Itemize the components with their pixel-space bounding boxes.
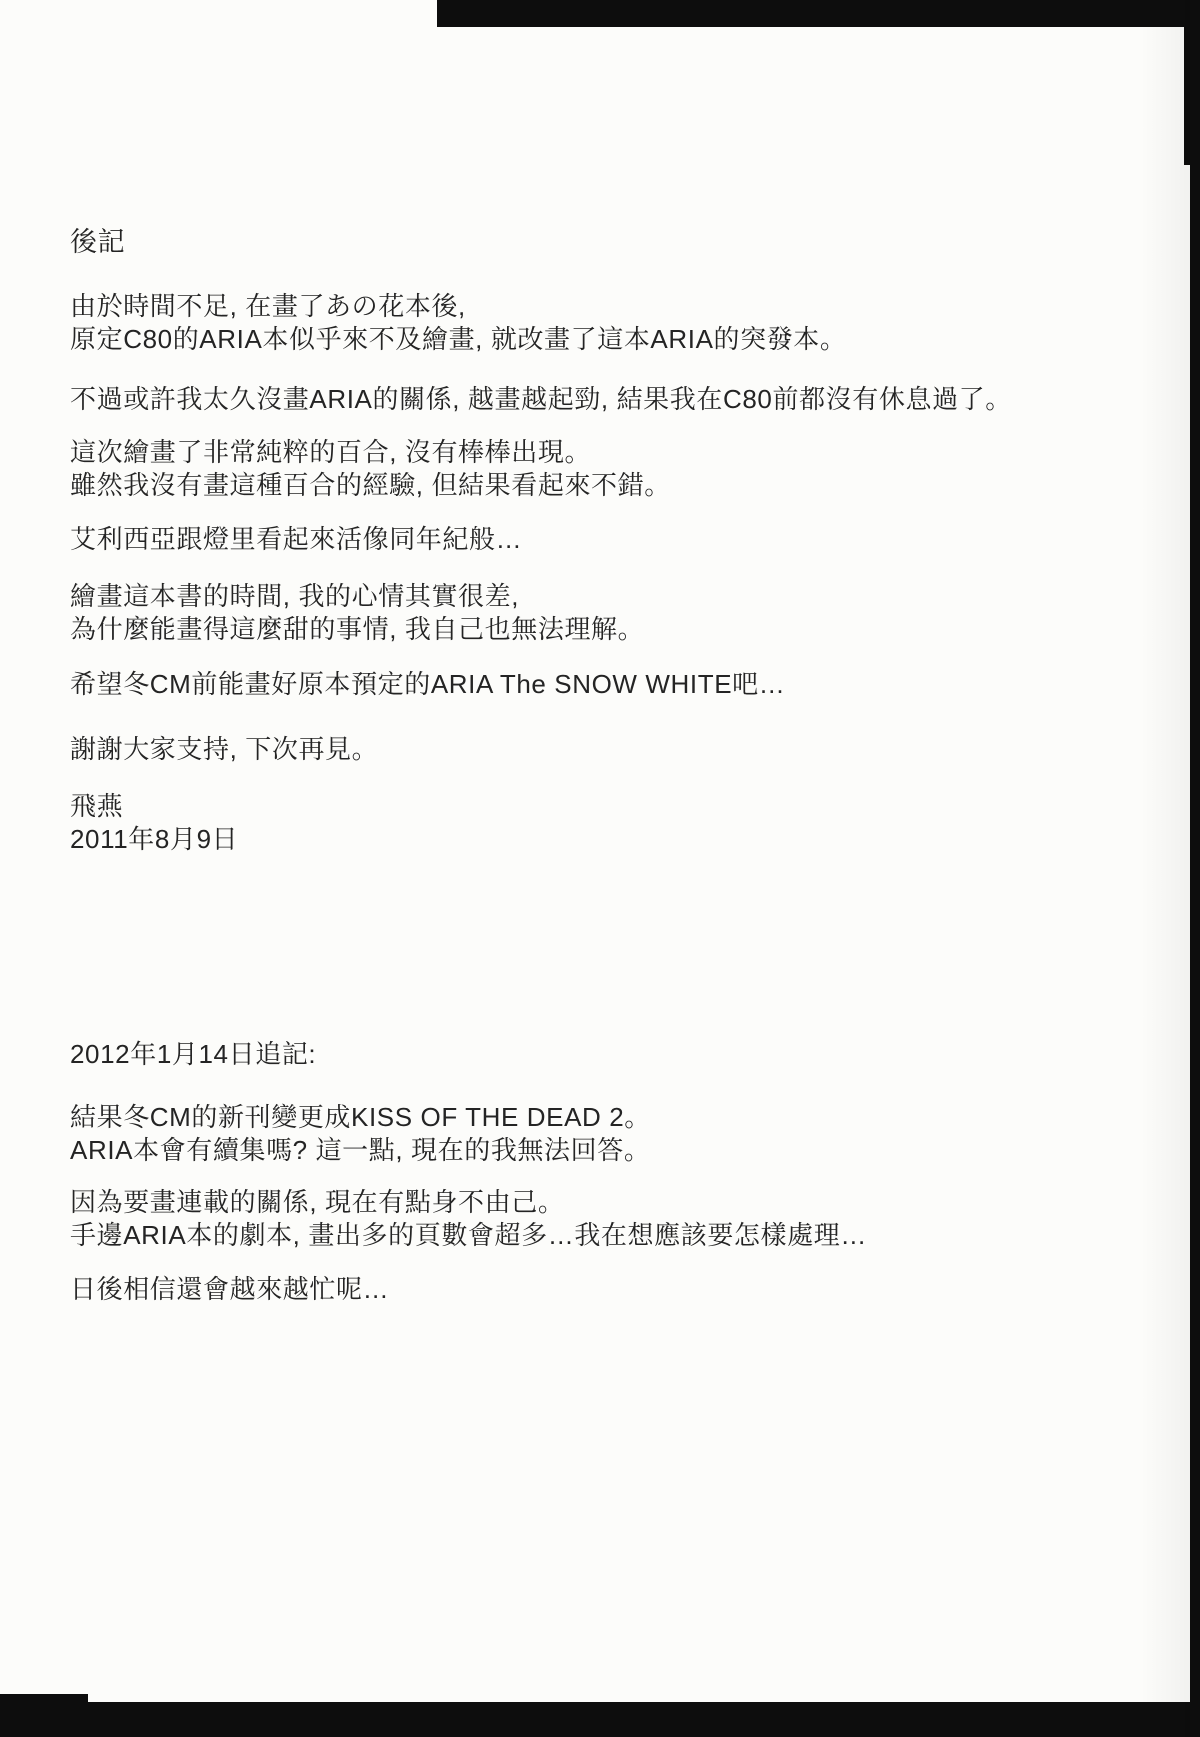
paragraph-line: 謝謝大家支持, 下次再見。 (70, 734, 379, 764)
afterword-paragraph-3 (70, 436, 671, 502)
paragraph-line: 由於時間不足, 在畫了あの花本後, (70, 291, 466, 321)
afterword-paragraph-1 (70, 290, 847, 356)
scan-border-bottom-left (0, 1694, 88, 1737)
paragraph-line: 這次繪畫了非常純粹的百合, 沒有棒棒出現。 (70, 437, 592, 467)
afterword-title (70, 226, 125, 259)
afterword-paragraph-5 (70, 580, 644, 646)
afterword-paragraph-7 (70, 733, 378, 766)
signature-date: 2011年8月9日 (70, 824, 239, 854)
paragraph-line: 手邊ARIA本的劇本, 畫出多的頁數會超多…我在想應該要怎樣處理… (70, 1220, 867, 1250)
paragraph-line: 繪畫這本書的時間, 我的心情其實很差, (70, 581, 520, 611)
scan-border-right-top (1184, 0, 1200, 165)
paragraph-line: 雖然我沒有畫這種百合的經驗, 但結果看起來不錯。 (70, 470, 671, 500)
paragraph-line: 不過或許我太久沒畫ARIA的關係, 越畫越起勁, 結果我在C80前都沒有休息過了。 (70, 384, 1012, 414)
signature (70, 790, 238, 856)
paragraph-line: 日後相信還會越來越忙呢… (70, 1274, 390, 1304)
paragraph-line: 結果冬CM的新刊變更成KISS OF THE DEAD 2。 (70, 1102, 651, 1132)
afterword-paragraph-2 (70, 383, 1012, 416)
paragraph-line: 原定C80的ARIA本似乎來不及繪畫, 就改畫了這本ARIA的突發本。 (70, 324, 847, 354)
signature-name: 飛燕 (70, 791, 124, 821)
paragraph-line: 艾利西亞跟燈里看起來活像同年紀般… (70, 524, 523, 554)
afterword-paragraph-4 (70, 523, 522, 556)
postscript-heading-text: 2012年1月14日追記: (70, 1039, 317, 1069)
postscript-heading (70, 1038, 316, 1071)
scan-edge-shadow (1140, 0, 1190, 1737)
scan-border-top (437, 0, 1200, 27)
afterword-title-text: 後記 (70, 227, 126, 257)
scan-border-bottom (0, 1702, 1200, 1737)
afterword-paragraph-6 (70, 668, 785, 701)
postscript-paragraph-3 (70, 1273, 389, 1306)
postscript-paragraph-1 (70, 1101, 651, 1167)
postscript-paragraph-2 (70, 1186, 867, 1252)
scan-border-right (1190, 0, 1200, 1737)
paragraph-line: 因為要畫連載的關係, 現在有點身不由己。 (70, 1187, 565, 1217)
paragraph-line: 為什麼能畫得這麼甜的事情, 我自己也無法理解。 (70, 614, 645, 644)
paragraph-line: ARIA本會有續集嗎? 這一點, 現在的我無法回答。 (70, 1135, 651, 1165)
paragraph-line: 希望冬CM前能畫好原本預定的ARIA The SNOW WHITE吧… (70, 669, 786, 699)
